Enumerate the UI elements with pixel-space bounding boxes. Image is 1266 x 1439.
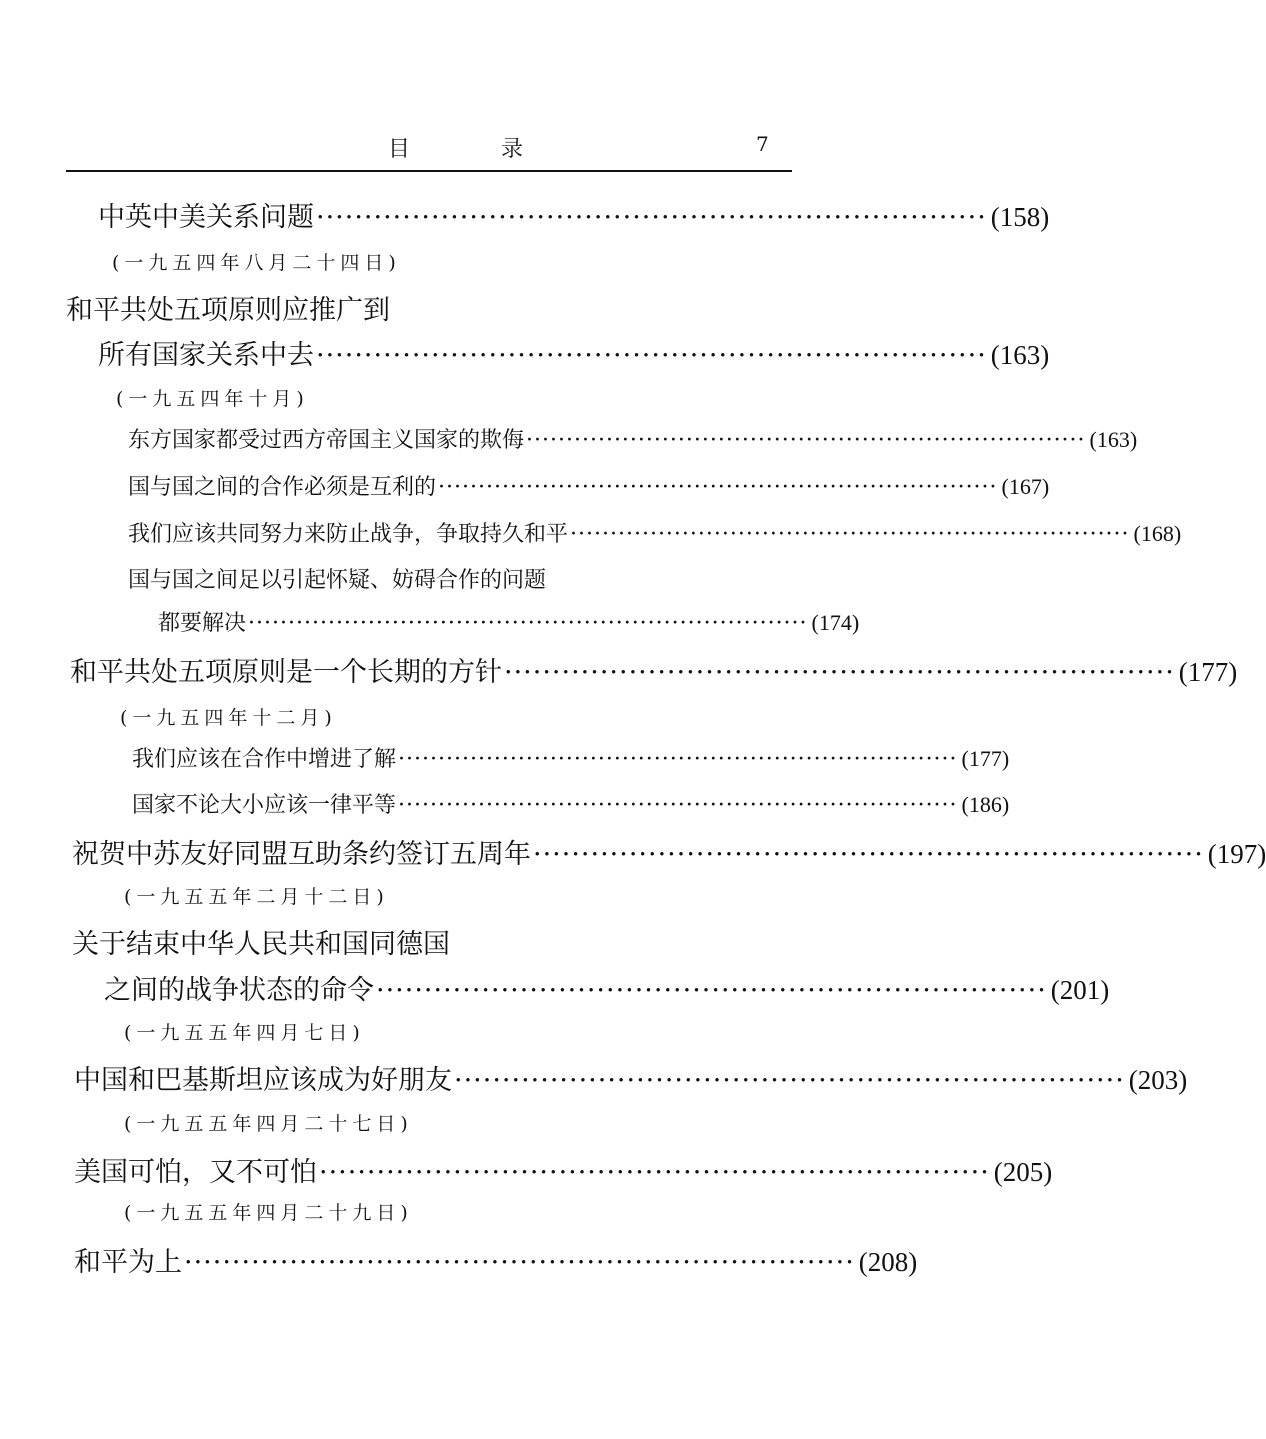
toc-entry-title: 祝贺中苏友好同盟互助条约签订五周年 bbox=[72, 839, 531, 870]
dot-leader: ······································································ bbox=[248, 611, 808, 636]
toc-entry-page: (197) bbox=[1207, 839, 1266, 869]
toc-subentry-title: 都要解决 bbox=[158, 611, 247, 636]
toc-entry-title: 和平共处五项原则是一个长期的方针 bbox=[70, 657, 502, 688]
dot-leader: ······································································ bbox=[570, 522, 1130, 547]
dot-leader: ······································································ bbox=[454, 1065, 1125, 1096]
dot-leader: ······································································ bbox=[316, 202, 987, 233]
dot-leader: ······································································ bbox=[184, 1247, 855, 1278]
toc-entry bbox=[72, 832, 1266, 871]
toc-entry-page: (203) bbox=[1128, 1065, 1188, 1095]
toc-entry-title: 中英中美关系问题 bbox=[98, 202, 314, 233]
toc-subentry bbox=[128, 517, 1182, 548]
toc-entry-page: (177) bbox=[961, 746, 1010, 771]
toc-subentry bbox=[158, 606, 860, 637]
dot-leader: ······································································ bbox=[504, 657, 1175, 688]
toc-entry-title: 中国和巴基斯坦应该成为好朋友 bbox=[74, 1065, 452, 1096]
toc-date: (一九五四年十二月) bbox=[120, 707, 337, 729]
toc-entry-title: 和平共处五项原则应推广到 bbox=[66, 295, 390, 326]
toc-date: (一九五四年八月二十四日) bbox=[112, 252, 401, 274]
toc-subentry bbox=[128, 470, 1050, 501]
toc-entry bbox=[74, 1150, 1053, 1189]
toc-date: (一九五五年二月十二日) bbox=[124, 886, 389, 908]
toc-subentry-title: 东方国家都受过西方帝国主义国家的欺侮 bbox=[128, 428, 525, 453]
toc-entry-title: 所有国家关系中去 bbox=[98, 340, 314, 371]
page-number: 7 bbox=[756, 132, 769, 156]
toc-entry-page: (186) bbox=[961, 792, 1010, 817]
toc-entry-page: (201) bbox=[1050, 975, 1110, 1005]
toc-subentry-title: 国与国之间足以引起怀疑、妨碍合作的问题 bbox=[128, 568, 547, 593]
toc-subentry bbox=[128, 423, 1138, 454]
toc-entry-page: (163) bbox=[1089, 427, 1138, 452]
toc-entry bbox=[74, 1240, 918, 1279]
toc-subentry-title: 我们应该共同努力来防止战争，争取持久和平 bbox=[128, 522, 569, 547]
dot-leader: ······································································ bbox=[398, 793, 958, 818]
toc-entry-page: (174) bbox=[811, 610, 860, 635]
dot-leader: ······································································ bbox=[438, 475, 998, 500]
toc-entry-title: 美国可怕，又不可怕 bbox=[74, 1157, 317, 1188]
toc-subentry-title: 我们应该在合作中增进了解 bbox=[132, 747, 397, 772]
toc-subentry bbox=[132, 788, 1010, 819]
running-title: 目 录 bbox=[388, 137, 565, 162]
toc-entry bbox=[74, 1058, 1188, 1097]
toc-entry-page: (205) bbox=[993, 1157, 1053, 1187]
toc-date: (一九五五年四月二十七日) bbox=[124, 1113, 413, 1135]
dot-leader: ······································································ bbox=[376, 975, 1047, 1006]
toc-entry bbox=[98, 195, 1050, 234]
toc-entry-title: 之间的战争状态的命令 bbox=[104, 975, 374, 1006]
toc-entry bbox=[98, 333, 1050, 372]
toc-date: (一九五五年四月二十九日) bbox=[124, 1202, 413, 1224]
header-rule bbox=[66, 170, 792, 172]
toc-entry-page: (177) bbox=[1178, 657, 1238, 687]
toc-subentry-title: 国家不论大小应该一律平等 bbox=[132, 793, 397, 818]
dot-leader: ······································································ bbox=[316, 340, 987, 371]
dot-leader: ······································································ bbox=[319, 1157, 990, 1188]
toc-entry-page: (163) bbox=[990, 340, 1050, 370]
toc-subentry-title: 国与国之间的合作必须是互利的 bbox=[128, 475, 437, 500]
toc-entry bbox=[104, 968, 1110, 1007]
dot-leader: ······································································ bbox=[533, 839, 1204, 870]
toc-date: (一九五四年十月) bbox=[116, 388, 309, 410]
page-header bbox=[66, 128, 792, 172]
toc-entry-page: (167) bbox=[1001, 474, 1050, 499]
toc-entry-page: (158) bbox=[990, 202, 1050, 232]
dot-leader: ······································································ bbox=[526, 428, 1086, 453]
toc-entry-page: (208) bbox=[858, 1247, 918, 1277]
toc-subentry bbox=[132, 742, 1010, 773]
toc-entry bbox=[70, 650, 1238, 689]
toc-date: (一九五五年四月七日) bbox=[124, 1022, 365, 1044]
toc-entry-title: 和平为上 bbox=[74, 1247, 182, 1278]
toc-entry-title: 关于结束中华人民共和国同德国 bbox=[72, 929, 450, 960]
toc-entry-page: (168) bbox=[1133, 521, 1182, 546]
dot-leader: ······································································ bbox=[398, 747, 958, 772]
